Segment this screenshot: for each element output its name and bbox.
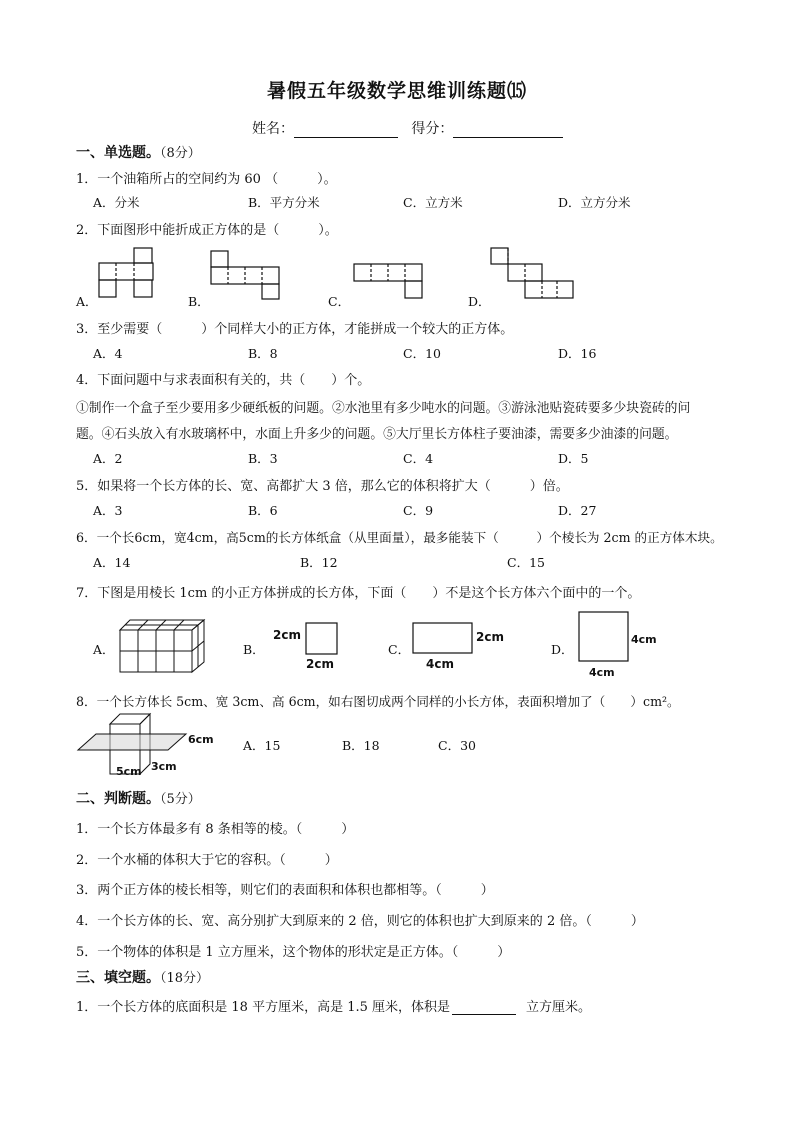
q3-option-c[interactable]: C．10 xyxy=(403,346,441,361)
q8-length-label: 5cm xyxy=(116,765,142,778)
section-3-points: （18分） xyxy=(160,971,210,986)
q2-text: 2．下面图形中能折成正方体的是（ ）。 xyxy=(76,223,338,238)
q1-option-a[interactable]: A．分米 xyxy=(93,195,140,210)
fill-item-1 xyxy=(76,996,591,1015)
q4-option-a[interactable]: A．2 xyxy=(93,451,123,466)
q6-option-a[interactable]: A．14 xyxy=(93,555,131,570)
q4-line-2: ①制作一个盒子至少要用多少硬纸板的问题。②水池里有多少吨水的问题。③游泳池贴瓷砖要多少块瓷砖的问 xyxy=(76,401,691,416)
q5-option-b[interactable]: B．6 xyxy=(248,503,278,518)
page-title: 暑假五年级数学思维训练题⒂ xyxy=(266,80,527,102)
q7-text: 7．下图是用棱长 1cm 的小正方体拼成的长方体，下面（ ）不是这个长方体六个面中的一个。 xyxy=(76,586,641,601)
q2-net-a xyxy=(98,247,154,301)
judge-item-2: 2．一个水桶的体积大于它的容积。（ ） xyxy=(76,853,338,868)
q7-rect-c xyxy=(412,622,474,656)
q7-b-bottom-label: 2cm xyxy=(306,657,334,671)
q7-square-d xyxy=(578,611,630,663)
q7-option-a[interactable]: A． xyxy=(93,642,115,657)
q2-net-d xyxy=(490,247,576,301)
q7-c-side-label: 2cm xyxy=(476,630,504,644)
q2-option-d[interactable]: D． xyxy=(468,294,491,309)
q7-d-side-label: 4cm xyxy=(631,633,657,646)
q2-net-c xyxy=(353,263,425,301)
judge-item-1: 1．一个长方体最多有 8 条相等的棱。（ ） xyxy=(76,822,355,837)
fill-item-1-unit: 立方厘米。 xyxy=(526,1000,592,1015)
q3-option-d[interactable]: D．16 xyxy=(558,346,597,361)
q6-option-b[interactable]: B．12 xyxy=(300,555,338,570)
section-1-points: （8分） xyxy=(160,146,201,161)
q8-option-b[interactable]: B．18 xyxy=(342,738,380,753)
q4-line-3: 题。④石头放入有水玻璃杯中，水面上升多少的问题。⑤大厅里长方体柱子要油漆，需要多少油漆的问题。 xyxy=(76,427,678,442)
fill-item-1-blank[interactable] xyxy=(452,1000,516,1015)
q7-c-bottom-label: 4cm xyxy=(426,657,454,671)
section-1-title: 一、单选题。 xyxy=(76,145,160,161)
q7-square-b xyxy=(305,622,339,656)
q8-option-c[interactable]: C．30 xyxy=(438,738,476,753)
q5-option-a[interactable]: A．3 xyxy=(93,503,123,518)
q4-option-b[interactable]: B．3 xyxy=(248,451,278,466)
q4-option-d[interactable]: D．5 xyxy=(558,451,589,466)
section-3-heading xyxy=(76,967,209,987)
q5-option-d[interactable]: D．27 xyxy=(558,503,597,518)
q6-option-c[interactable]: C．15 xyxy=(507,555,545,570)
q2-option-c[interactable]: C． xyxy=(328,294,351,309)
name-label: 姓名： xyxy=(252,121,294,137)
q4-option-c[interactable]: C．4 xyxy=(403,451,434,466)
section-2-title: 二、判断题。 xyxy=(76,791,160,807)
q2-option-b[interactable]: B． xyxy=(188,294,210,309)
score-label: 得分： xyxy=(411,121,454,137)
q7-cuboid-figure xyxy=(118,618,206,674)
q2-net-b xyxy=(210,250,282,300)
section-1-heading xyxy=(76,142,201,162)
q6-text: 6．一个长6cm，宽4cm，高5cm的长方体纸盒（从里面量），最多能装下（ ）个棱长为 2cm 的正方体木块。 xyxy=(76,530,723,545)
q3-option-b[interactable]: B．8 xyxy=(248,346,278,361)
q8-text: 8．一个长方体长 5cm、宽 3cm、高 6cm，如右图切成两个同样的小长方体，表面积增加了（ ）cm²。 xyxy=(76,694,680,709)
score-blank[interactable] xyxy=(453,123,563,138)
section-2-points: （5分） xyxy=(160,792,201,807)
q8-height-label: 6cm xyxy=(188,733,214,746)
q1-text: 1．一个油箱所占的空间约为 60 （ ）。 xyxy=(76,172,337,187)
q1-option-b[interactable]: B．平方分米 xyxy=(248,195,320,210)
q7-d-bottom-label: 4cm xyxy=(589,666,615,679)
q8-option-a[interactable]: A．15 xyxy=(243,738,281,753)
q2-option-a[interactable]: A． xyxy=(76,294,98,309)
q1-option-d[interactable]: D．立方分米 xyxy=(558,195,631,210)
q5-option-c[interactable]: C．9 xyxy=(403,503,434,518)
q7-option-b[interactable]: B． xyxy=(243,642,265,657)
name-score-line xyxy=(252,118,563,138)
q7-b-side-label: 2cm xyxy=(273,628,301,642)
section-2-heading xyxy=(76,788,201,808)
q4-text: 4．下面问题中与求表面积有关的，共（ ）个。 xyxy=(76,373,371,388)
judge-item-3: 3．两个正方体的棱长相等，则它们的表面积和体积也都相等。（ ） xyxy=(76,883,494,898)
judge-item-5: 5．一个物体的体积是 1 立方厘米，这个物体的形状定是正方体。（ ） xyxy=(76,945,511,960)
q3-text: 3．至少需要（ ）个同样大小的正方体，才能拼成一个较大的正方体。 xyxy=(76,322,514,337)
q1-option-c[interactable]: C．立方米 xyxy=(403,195,463,210)
fill-item-1-text: 1．一个长方体的底面积是 18 平方厘米，高是 1.5 厘米，体积是 xyxy=(76,1000,451,1015)
q5-text: 5．如果将一个长方体的长、宽、高都扩大 3 倍，那么它的体积将扩大（ ）倍。 xyxy=(76,479,569,494)
q7-option-d[interactable]: D． xyxy=(551,642,574,657)
judge-item-4: 4．一个长方体的长、宽、高分别扩大到原来的 2 倍，则它的体积也扩大到原来的 2 倍。（ ） xyxy=(76,914,644,929)
section-3-title: 三、填空题。 xyxy=(76,970,160,986)
q8-width-label: 3cm xyxy=(151,760,177,773)
q7-option-c[interactable]: C． xyxy=(388,642,411,657)
q3-option-a[interactable]: A．4 xyxy=(93,346,123,361)
name-blank[interactable] xyxy=(294,123,398,138)
